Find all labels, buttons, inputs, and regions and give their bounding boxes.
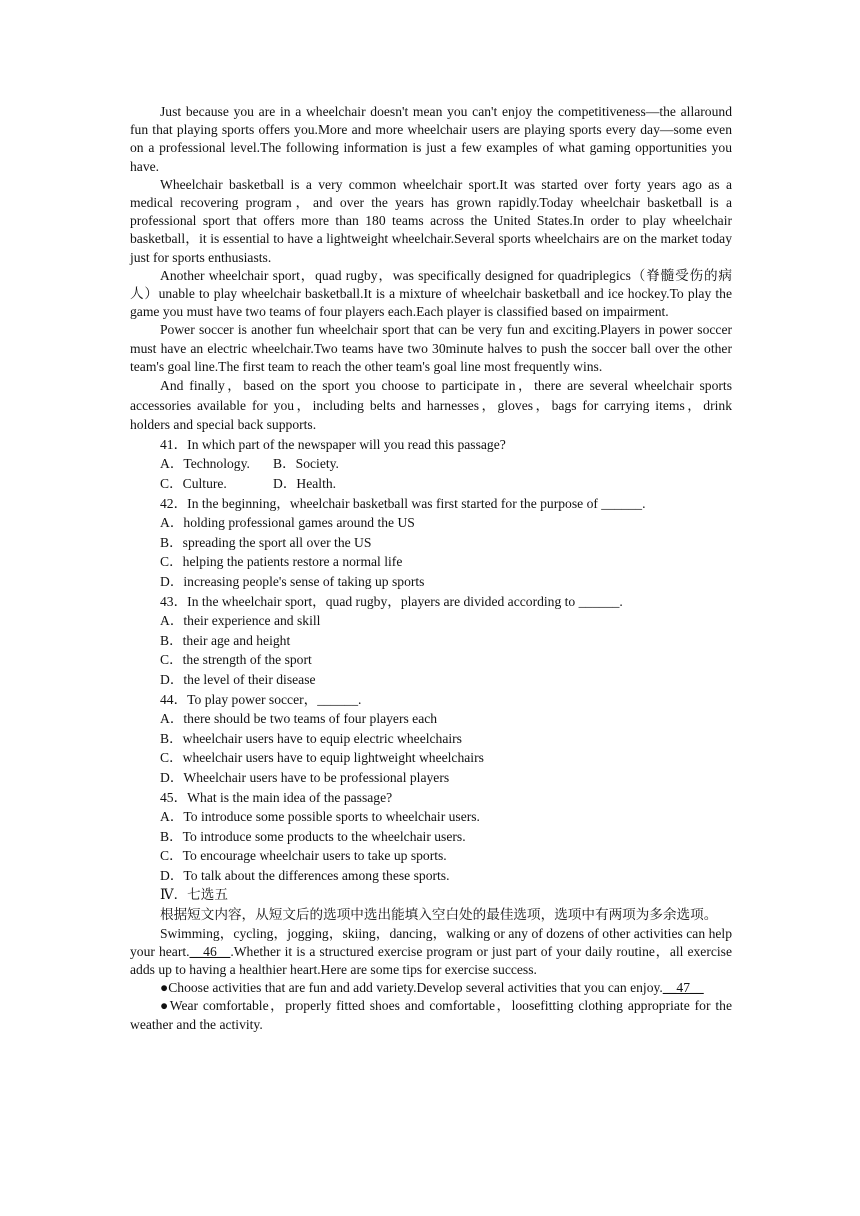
option-b: B．wheelchair users have to equip electric wheelchairs <box>160 730 462 746</box>
blank-47: __47__ <box>662 980 704 996</box>
question-stem: 45．What is the main idea of the passage? <box>160 789 393 805</box>
question-42 <box>130 494 732 592</box>
tip-1 <box>130 979 732 997</box>
option-c: C．wheelchair users have to equip lightweight wheelchairs <box>160 750 484 766</box>
intro-text-after: .Whether it is a structured exercise program or just part of your daily routine，all exercise adds up to having a healthier heart.Here are some tips for exercise success. <box>130 943 732 978</box>
option-d: D．Health. <box>273 476 337 492</box>
option-a: A．there should be two teams of four players each <box>160 711 438 727</box>
passage-paragraph-1: Just because you are in a wheelchair doesn't mean you can't enjoy the competitiveness—the allaround fun that playing sports offers you.More and more wheelchair users are playing sports every day—some even on a professional level.The following information is just a few examples of what gaming opportunities you have. <box>130 104 732 174</box>
option-a: A．holding professional games around the US <box>160 515 415 531</box>
option-row <box>130 474 732 494</box>
question-stem: 44．To play power soccer，______. <box>160 691 362 707</box>
section-heading: Ⅳ．七选五 <box>160 887 228 903</box>
passage-2-intro <box>130 925 732 980</box>
tip-1-text: ●Choose activities that are fun and add variety.Develop several activities that you can enjoy. <box>160 980 663 996</box>
question-44 <box>130 690 732 788</box>
passage-paragraph-3: Another wheelchair sport，quad rugby，was specifically designed for quadriplegics（脊髓受伤的病人）unable to play wheelchair basketball.It is a mixture of wheelchair basketball and ice hockey.To play the game you must have two teams of four players each.Each player is classified based on impairment. <box>130 267 732 320</box>
question-41 <box>130 435 732 494</box>
option-d: D．Wheelchair users have to be professional players <box>160 769 450 785</box>
intro-text-before: Swimming，cycling，jogging，skiing，dancing，walking or any of dozens of other activities can help your heart. <box>130 925 732 959</box>
option-c: C．Culture. <box>160 476 227 492</box>
option-c: C．To encourage wheelchair users to take up sports. <box>160 848 447 864</box>
option-a: A．To introduce some possible sports to wheelchair users. <box>160 809 480 825</box>
option-a: A．their experience and skill <box>160 613 321 629</box>
option-b: B．their age and height <box>160 632 291 648</box>
passage-paragraph-5: And finally，based on the sport you choose to participate in，there are several wheelchair sports accessories available for you，including belts and harnesses，gloves，bags for carrying items，drink holders and special back supports. <box>130 378 732 433</box>
question-43 <box>130 592 732 690</box>
option-d: D．increasing people's sense of taking up sports <box>160 573 425 589</box>
passage-paragraph-2: Wheelchair basketball is a very common wheelchair sport.It was started over forty years ago as a medical recovering program，and over the years has grown rapidly.Today wheelchair basketball is a professional sport that offers more than 180 teams across the United States.In order to play wheelchair basketball，it is essential to have a lightweight wheelchair.Several sports wheelchairs are on the market today just for sports enthusiasts. <box>130 176 732 265</box>
option-b: B．Society. <box>273 456 339 472</box>
option-d: D．the level of their disease <box>160 671 316 687</box>
option-c: C．the strength of the sport <box>160 652 312 668</box>
question-45 <box>130 788 732 886</box>
question-stem: 42．In the beginning，wheelchair basketball was first started for the purpose of ______. <box>160 495 646 511</box>
question-stem: 43．In the wheelchair sport，quad rugby，players are divided according to ______. <box>160 593 623 609</box>
blank-46: __46__ <box>189 943 231 959</box>
option-c: C．helping the patients restore a normal life <box>160 554 403 570</box>
tip-2: ●Wear comfortable，properly fitted shoes and comfortable，loosefitting clothing appropriate for the weather and the activity. <box>130 998 732 1032</box>
question-stem: 41．In which part of the newspaper will you read this passage? <box>160 436 506 452</box>
option-b: B．To introduce some products to the wheelchair users. <box>160 828 466 844</box>
section-instruction: 根据短文内容，从短文后的选项中选出能填入空白处的最佳选项，选项中有两项为多余选项。 <box>160 907 718 923</box>
option-b: B．spreading the sport all over the US <box>160 534 372 550</box>
option-d: D．To talk about the differences among these sports. <box>160 867 450 883</box>
option-a: A．Technology. <box>160 456 250 472</box>
passage-paragraph-4: Power soccer is another fun wheelchair sport that can be very fun and exciting.Players in power soccer must have an electric wheelchair.Two teams have two 30minute halves to push the soccer ball over the other team's goal line.The first team to reach the other team's goal line most frequently wins. <box>130 322 732 374</box>
document-page <box>130 103 732 1034</box>
option-row <box>130 454 732 474</box>
